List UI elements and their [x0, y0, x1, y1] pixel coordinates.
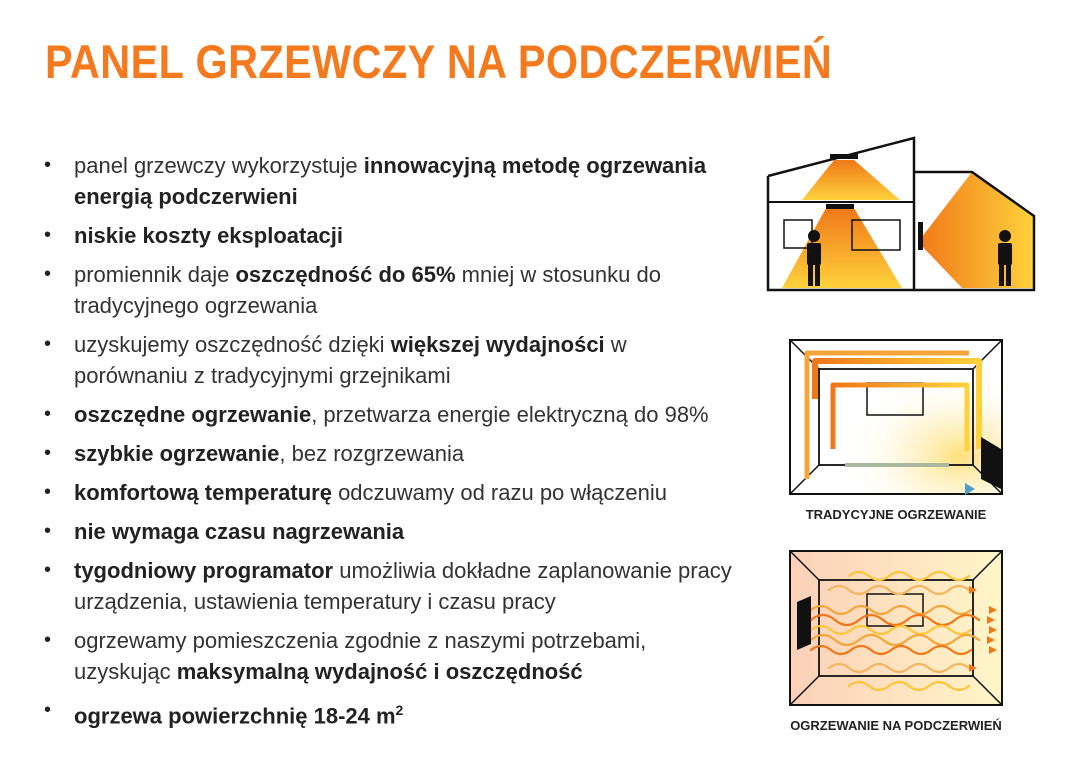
- traditional-heating-illustration: [789, 339, 1003, 495]
- bullet-dot-icon: •: [44, 333, 52, 355]
- bullet-text: promiennik daje: [74, 262, 236, 287]
- bullet-dot-icon: •: [44, 481, 52, 503]
- bullet-item: [40, 555, 745, 617]
- bullet-text: mniej w stosunku do tradycyjnego ogrzewania: [74, 262, 661, 318]
- bullet-bold-text: tygodniowy programator: [74, 558, 334, 583]
- bullet-item: [40, 438, 745, 469]
- bullet-dot-icon: •: [44, 224, 52, 246]
- bullet-bold-text: 2: [395, 702, 404, 718]
- ceiling-panel-icon: [830, 154, 858, 159]
- bullet-dot-icon: •: [44, 520, 52, 542]
- bullet-bold-text: szybkie ogrzewanie: [74, 441, 280, 466]
- bullet-text: umożliwia dokładne zaplanowanie pracy urządzenia, ustawienia temperatury i czasu pracy: [74, 558, 732, 614]
- bullet-dot-icon: •: [44, 403, 52, 425]
- feature-list: [40, 150, 745, 739]
- house-infrared-illustration: [762, 132, 1040, 294]
- bullet-dot-icon: •: [44, 629, 52, 651]
- bullet-bold-text: ogrzewa powierzchnię 18-24 m: [74, 703, 396, 729]
- bullet-bold-text: oszczędność do 65%: [235, 262, 456, 287]
- bullet-text: w porównaniu z tradycyjnymi grzejnikami: [74, 332, 627, 388]
- caption-infrared: OGRZEWANIE NA PODCZERWIEŃ: [790, 718, 1002, 733]
- bullet-bold-text: większej wydajności: [390, 332, 605, 357]
- bullet-item: [40, 477, 745, 508]
- infrared-heating-illustration: [789, 550, 1003, 706]
- bullet-bold-text: niskie koszty eksploatacji: [74, 223, 344, 248]
- bullet-bold-text: innowacyjną metodę ogrzewania energią podczerwieni: [74, 153, 707, 209]
- attic-heat-cone: [802, 160, 900, 200]
- bullet-item: [40, 399, 745, 430]
- ceiling-panel-icon: [826, 204, 854, 209]
- bullet-bold-text: maksymalną wydajność i oszczędność: [176, 659, 583, 684]
- bullet-item: [40, 516, 745, 547]
- wall-panel-icon: [918, 222, 923, 250]
- bullet-item: [40, 150, 745, 212]
- side-room-heat: [918, 172, 1034, 288]
- bullet-dot-icon: •: [44, 442, 52, 464]
- bullet-text: odczuwamy od razu po włączeniu: [331, 480, 668, 505]
- caption-traditional: TRADYCYJNE OGRZEWANIE: [805, 507, 987, 522]
- bullet-dot-icon: •: [44, 559, 52, 581]
- bullet-dot-icon: •: [44, 263, 52, 285]
- infrared-panel-icon: [797, 596, 811, 650]
- bullet-bold-text: oszczędne ogrzewanie: [74, 402, 312, 427]
- bullet-item: [40, 220, 745, 251]
- bullet-text: , bez rozgrzewania: [279, 441, 465, 466]
- bullet-dot-icon: •: [44, 154, 52, 176]
- bullet-item: [40, 695, 745, 731]
- bullet-item: [40, 625, 745, 687]
- bullet-text: , przetwarza energie elektryczną do 98%: [311, 402, 709, 427]
- bullet-item: [40, 259, 745, 321]
- bullet-bold-text: komfortową temperaturę: [74, 480, 332, 505]
- bullet-dot-icon: •: [44, 699, 52, 721]
- bullet-text: panel grzewczy wykorzystuje: [74, 153, 364, 178]
- bullet-text: ogrzewamy pomieszczenia zgodnie z naszymi potrzebami, uzyskując: [74, 628, 647, 684]
- bullet-bold-text: nie wymaga czasu nagrzewania: [74, 519, 405, 544]
- page-title: PANEL GRZEWCZY NA PODCZERWIEŃ: [45, 35, 833, 88]
- bullet-item: [40, 329, 745, 391]
- bullet-text: uzyskujemy oszczędność dzięki: [74, 332, 391, 357]
